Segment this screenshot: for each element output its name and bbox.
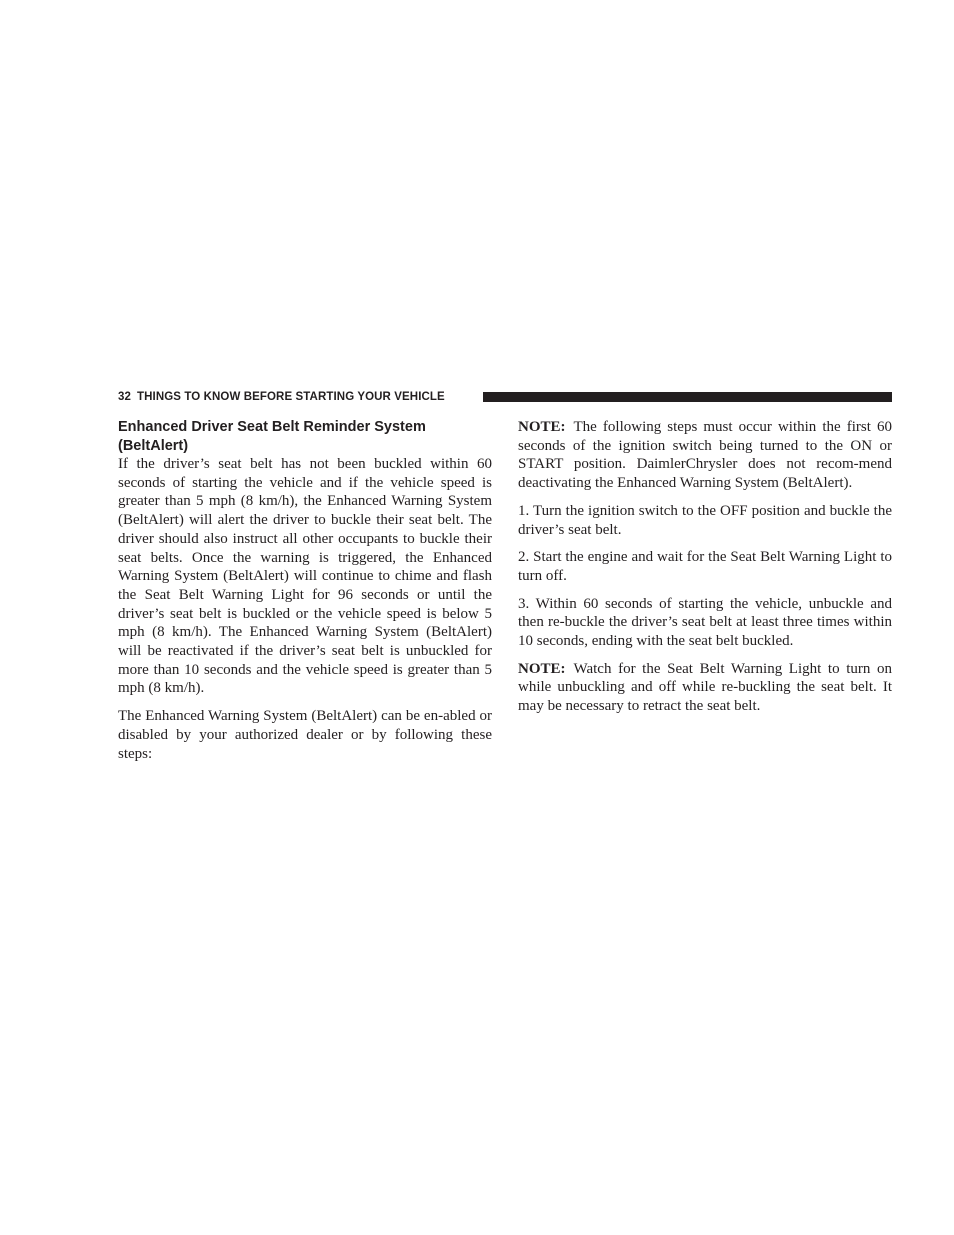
body-paragraph-2: The Enhanced Warning System (BeltAlert) can be en-abled or disabled by your authorized dealer or by following these steps: bbox=[118, 708, 492, 762]
note-text: Watch for the Seat Belt Warning Light to turn on while unbuckling and off while re-buckling the seat belt. It may be necessary to retract the seat belt. bbox=[518, 660, 892, 715]
section-heading: Enhanced Driver Seat Belt Reminder System (BeltAlert) bbox=[118, 419, 426, 454]
note-label: NOTE: bbox=[518, 419, 566, 435]
page-number: 32 bbox=[118, 391, 131, 403]
left-column bbox=[118, 418, 492, 772]
page-header bbox=[118, 390, 892, 404]
right-column bbox=[518, 418, 892, 725]
note-label: NOTE: bbox=[518, 660, 566, 677]
body-paragraph-1: If the driver’s seat belt has not been buckled within 60 seconds of starting the vehicle and if the vehicle speed is greater than 5 mph (8 km/h), the Enhanced Warning System (BeltAlert) will alert the driver to buckle their seat belt. The driver should also instruct all other occupants to buckle their seat belts. Once the warning is triggered, the Enhanced Warning System (BeltAlert) will continue to chime and flash the Seat Belt Warning Light for 96 seconds or until the driver’s seat belt is buckled or the vehicle speed is below 5 mph (8 km/h). The Enhanced Warning System (BeltAlert) will be reactivated if the driver’s seat belt is unbuckled for more than 10 seconds and the vehicle speed is greater than 5 mph (8 km/h). bbox=[118, 456, 492, 697]
note-text: The following steps must occur within the first 60 seconds of the ignition switch being turned to the ON or START position. DaimlerChrysler does not recom-mend deactivating the Enhanced Warning System (BeltAlert). bbox=[518, 419, 892, 492]
note-paragraph-1 bbox=[518, 418, 892, 493]
step-3: 3. Within 60 seconds of starting the vehicle, unbuckle and then re-buckle the driver’s seat belt at least three times within 10 seconds, ending with the seat belt buckled. bbox=[518, 595, 892, 650]
step-1: 1. Turn the ignition switch to the OFF position and buckle the driver’s seat belt. bbox=[518, 502, 892, 538]
step-2: 2. Start the engine and wait for the Seat Belt Warning Light to turn off. bbox=[518, 549, 892, 584]
note-paragraph-2 bbox=[518, 660, 892, 716]
section-title: THINGS TO KNOW BEFORE STARTING YOUR VEHICLE bbox=[137, 391, 445, 403]
header-text bbox=[118, 390, 453, 404]
header-rule bbox=[483, 392, 892, 402]
